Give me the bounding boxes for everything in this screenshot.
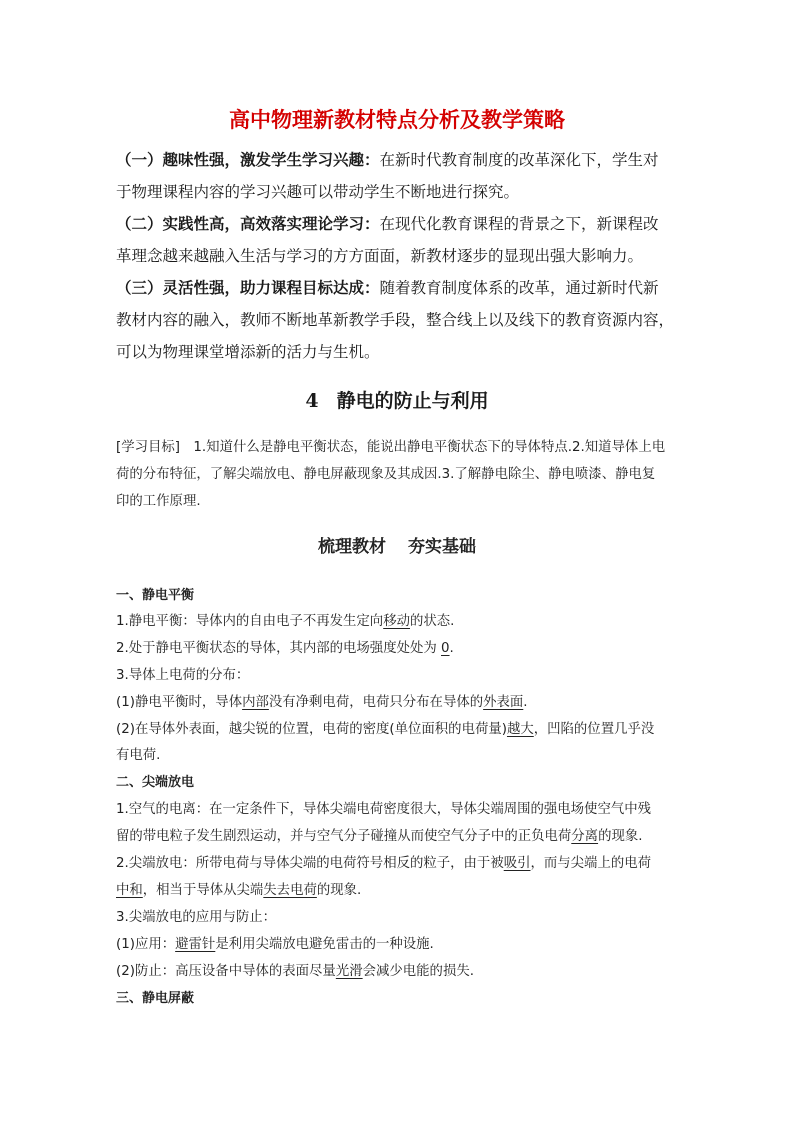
content-line: (2)防止：高压设备中导体的表面尽量光滑会减少电能的损失. xyxy=(116,964,474,979)
heading-electrostatic-shielding: 三、静电屏蔽 xyxy=(116,991,195,1006)
content-line: 1.空气的电离：在一定条件下，导体尖端电荷密度很大，导体尖端周围的强电场使空气中残 xyxy=(116,802,652,817)
content-line: (1)应用：避雷针是利用尖端放电避免雷击的一种设施. xyxy=(116,937,434,952)
content-line: 3.尖端放电的应用与防止： xyxy=(116,910,277,925)
section-title: 梳理教材 夯实基础 xyxy=(318,537,476,557)
intro-paragraph-1: （一）趣味性强，激发学生学习兴趣：在新时代教育制度的改革深化下，学生对 于物理课程内容的学习兴趣可以带动学生不断地进行探究。 xyxy=(116,151,659,201)
content-line: 3.导体上电荷的分布： xyxy=(116,668,250,683)
intro-label: （二）实践性高，高效落实理论学习： xyxy=(116,215,380,233)
chapter-title: 静电的防止与利用 xyxy=(336,390,489,412)
content-line: 2.尖端放电：所带电荷与导体尖端的电荷符号相反的粒子，由于被吸引，而与尖端上的电荷 xyxy=(116,856,652,871)
content-line: 有电荷. xyxy=(116,748,161,763)
chapter-number: 4 xyxy=(305,390,319,412)
chapter-heading xyxy=(0,386,794,416)
content-line: (1)静电平衡时，导体内部没有净剩电荷，电荷只分布在导体的外表面. xyxy=(116,695,528,710)
heading-point-discharge: 二、尖端放电 xyxy=(116,775,195,790)
content-line: (2)在导体外表面，越尖锐的位置，电荷的密度(单位面积的电荷量)越大，凹陷的位置几乎没 xyxy=(116,722,655,737)
content-line: 1.静电平衡：导体内的自由电子不再发生定向移动的状态. xyxy=(116,614,455,629)
intro-label: （三）灵活性强，助力课程目标达成： xyxy=(116,279,380,297)
content-line: 2.处于静电平衡状态的导体，其内部的电场强度处处为 0. xyxy=(116,641,454,656)
intro-paragraph-2: （二）实践性高，高效落实理论学习：在现代化教育课程的背景之下，新课程改 革理念越来越融入生活与学习的方方面面，新教材逐步的显现出强大影响力。 xyxy=(116,215,659,265)
page-title: 高中物理新教材特点分析及教学策略 xyxy=(229,108,565,132)
intro-paragraph-3: （三）灵活性强，助力课程目标达成：随着教育制度体系的改革，通过新时代新 教材内容的融入，教师不断地革新教学手段，整合线上以及线下的教育资源内容， 可以为物理课堂增添新的活力与生机。 xyxy=(116,279,675,361)
learning-goals: [学习目标] 1.知道什么是静电平衡状态，能说出静电平衡状态下的导体特点.2.知道导体上电 荷的分布特征，了解尖端放电、静电屏蔽现象及其成因.3.了解静电除尘、静电喷漆、静电复 印的工作原理. xyxy=(116,440,666,509)
content-line: 留的带电粒子发生剧烈运动，并与空气分子碰撞从而使空气分子中的正负电荷分离的现象. xyxy=(116,829,643,844)
heading-electrostatic-equilibrium: 一、静电平衡 xyxy=(116,588,195,603)
intro-label: （一）趣味性强，激发学生学习兴趣： xyxy=(116,151,380,169)
content-line: 中和，相当于导体从尖端失去电荷的现象. xyxy=(116,883,362,898)
